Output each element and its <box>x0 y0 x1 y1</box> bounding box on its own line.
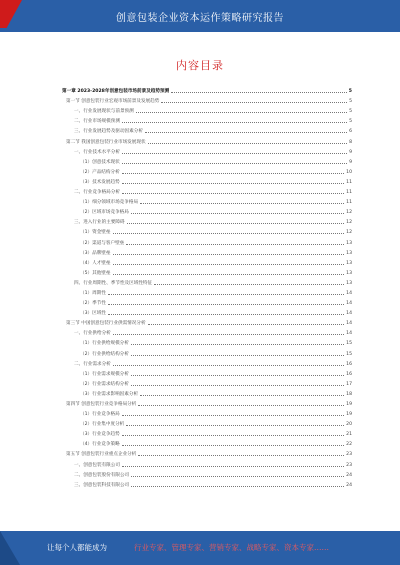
toc-entry[interactable] <box>62 316 352 326</box>
toc-entry-text: 第二节 我国创意包装行业市场发展现状 <box>66 139 146 145</box>
toc-page-number: 12 <box>346 220 352 226</box>
footer-expert-list: 行业专家、管理专家、营销专家、战略专家、资本专家…… <box>134 543 329 552</box>
toc-page-number: 6 <box>349 129 352 135</box>
toc-entry-text: 一、行业发展现状与前景预测 <box>74 109 134 115</box>
toc-page-number: 16 <box>346 371 352 377</box>
toc-leader-dots <box>148 324 345 325</box>
toc-entry[interactable] <box>62 225 352 235</box>
toc-entry[interactable] <box>62 114 352 124</box>
toc-leader-dots <box>131 486 344 487</box>
toc-entry-text: 第四节 创意包装行业竞争格局分析 <box>66 402 137 407</box>
toc-leader-dots <box>131 344 344 345</box>
toc-entry[interactable] <box>62 397 352 407</box>
toc-entry[interactable] <box>62 266 352 276</box>
toc-entry-text: （3）行业需求影响因素分析 <box>80 391 139 397</box>
toc-leader-dots <box>131 355 344 356</box>
toc-entry-text: 第一节 创意包装行业宏观市场前景及发展趋势 <box>66 99 160 105</box>
toc-page-number: 5 <box>349 99 352 105</box>
toc-leader-dots <box>122 122 347 123</box>
toc-leader-dots <box>138 455 344 456</box>
toc-entry-text: 第五节 创意包装行业重点企业分析 <box>66 452 137 458</box>
toc-entry-text: 一、行业供给分析 <box>74 331 111 337</box>
toc-entry[interactable] <box>62 457 352 467</box>
toc-page-number: 10 <box>346 169 352 175</box>
toc-leader-dots <box>122 173 344 174</box>
toc-page-number: 5 <box>348 89 352 95</box>
toc-page-number: 9 <box>349 159 352 165</box>
toc-page-number: 14 <box>346 301 352 307</box>
toc-leader-dots <box>161 102 347 103</box>
toc-entry-text: （5）其他壁垒 <box>80 270 111 276</box>
toc-page-number: 14 <box>346 311 352 317</box>
toc-leader-dots <box>122 183 344 184</box>
report-title: 创意包装企业资本运作策略研究报告 <box>116 13 284 24</box>
toc-entry-text: 二、创意包装股份有限公司 <box>74 472 130 478</box>
toc-leader-dots <box>113 365 344 366</box>
toc-entry[interactable] <box>62 145 352 155</box>
page-header <box>0 0 400 32</box>
page-footer <box>0 531 400 565</box>
toc-entry-text: 二、行业需求分析 <box>74 361 111 367</box>
toc-page-number: 13 <box>346 260 352 266</box>
toc-page-number: 17 <box>346 381 352 387</box>
toc-entry[interactable] <box>62 346 352 356</box>
toc-entry-text: （2）行业集中度分析 <box>80 422 125 428</box>
toc-leader-dots <box>126 425 344 426</box>
toc-entry[interactable] <box>62 205 352 215</box>
toc-entry[interactable] <box>62 387 352 397</box>
toc-entry[interactable] <box>62 417 352 427</box>
toc-entry-text: （1）创意技术现状 <box>80 159 120 165</box>
toc-heading: 内容目录 <box>176 59 224 72</box>
toc-page-number: 24 <box>346 472 352 478</box>
toc-leader-dots <box>131 375 344 376</box>
toc-leader-dots <box>126 244 344 245</box>
toc-entry[interactable] <box>62 468 352 478</box>
toc-page-number: 13 <box>346 270 352 276</box>
toc-entry[interactable] <box>62 246 352 256</box>
toc-page-number: 11 <box>346 190 352 196</box>
toc-page-number: 16 <box>346 361 352 367</box>
footer-slogan: 让每个人都能成为 <box>47 543 107 552</box>
toc-page-number: 12 <box>346 230 352 236</box>
toc-leader-dots <box>108 294 344 295</box>
toc-entry-text: （2）行业需求结构分析 <box>80 381 129 387</box>
toc-entry-text: （2）产品结构分析 <box>80 169 120 175</box>
toc-leader-dots <box>127 223 345 224</box>
toc-entry[interactable] <box>62 134 352 144</box>
toc-entry[interactable] <box>62 286 352 296</box>
toc-entry-text: （4）行业竞争策略 <box>80 442 120 448</box>
toc-leader-dots <box>108 314 344 315</box>
toc-entry[interactable] <box>62 175 352 185</box>
toc-leader-dots <box>108 304 344 305</box>
toc-page-number: 14 <box>346 321 352 327</box>
toc-entry[interactable] <box>62 326 352 336</box>
toc-page-number: 24 <box>346 482 352 488</box>
toc-entry-text: （4）人才壁垒 <box>80 260 111 266</box>
table-of-contents <box>62 84 352 488</box>
toc-entry-text: （2）季节性 <box>80 301 106 307</box>
toc-entry[interactable] <box>62 215 352 225</box>
toc-leader-dots <box>122 163 347 164</box>
toc-entry-text: 一、创意包装有限公司 <box>74 462 120 468</box>
toc-page-number: 15 <box>346 351 352 357</box>
toc-leader-dots <box>113 264 345 265</box>
toc-leader-dots <box>122 435 344 436</box>
toc-entry[interactable] <box>62 104 352 114</box>
toc-page-number: 14 <box>346 331 352 337</box>
toc-leader-dots <box>131 213 344 214</box>
toc-entry-text: （1）周期性 <box>80 290 106 296</box>
toc-leader-dots <box>145 132 347 133</box>
toc-entry-text: （1）行业需求规模分析 <box>80 371 129 377</box>
toc-entry[interactable] <box>62 84 352 94</box>
toc-page-number: 13 <box>346 250 352 256</box>
toc-page-number: 11 <box>346 200 352 206</box>
toc-page-number: 19 <box>346 402 352 407</box>
toc-leader-dots <box>148 143 348 144</box>
toc-leader-dots <box>113 254 345 255</box>
toc-page-number: 13 <box>346 240 352 246</box>
toc-entry-text: （2）行业供给结构分析 <box>80 351 129 357</box>
toc-entry-text: （3）技术发展趋势 <box>80 179 120 185</box>
toc-page-number: 5 <box>349 109 352 115</box>
toc-leader-dots <box>113 233 345 234</box>
footer-corner-shape <box>0 531 20 565</box>
toc-entry-text: （1）细分领域市场竞争格局 <box>80 200 139 206</box>
toc-entry[interactable] <box>62 407 352 417</box>
toc-entry[interactable] <box>62 94 352 104</box>
toc-page-number: 5 <box>349 119 352 125</box>
toc-entry[interactable] <box>62 367 352 377</box>
toc-page-number: 20 <box>346 422 352 428</box>
toc-entry-text: 三、进入行业的主要障碍 <box>74 220 125 226</box>
toc-leader-dots <box>131 385 344 386</box>
toc-entry-text: （1）资金壁垒 <box>80 230 111 236</box>
toc-page-number: 23 <box>346 462 352 468</box>
toc-leader-dots <box>113 334 344 335</box>
toc-entry[interactable] <box>62 276 352 286</box>
toc-leader-dots <box>138 405 344 406</box>
toc-leader-dots <box>122 466 344 467</box>
toc-entry-text: 第一章 2023-2028年创意包装市场前景及趋势预测 <box>62 89 170 95</box>
toc-entry-text: （3）品牌壁垒 <box>80 250 111 256</box>
toc-page-number: 12 <box>346 210 352 216</box>
toc-leader-dots <box>140 395 344 396</box>
toc-leader-dots <box>113 274 345 275</box>
toc-entry[interactable] <box>62 437 352 447</box>
toc-entry[interactable] <box>62 306 352 316</box>
toc-leader-dots <box>136 112 347 113</box>
toc-leader-dots <box>122 193 344 194</box>
toc-leader-dots <box>131 476 344 477</box>
toc-entry[interactable] <box>62 124 352 134</box>
toc-entry[interactable] <box>62 296 352 306</box>
toc-page-number: 13 <box>346 280 352 286</box>
toc-page-number: 15 <box>346 341 352 347</box>
toc-entry[interactable] <box>62 427 352 437</box>
toc-entry-text: 二、行业竞争格局分析 <box>74 190 120 196</box>
toc-page-number: 22 <box>346 442 352 448</box>
toc-leader-dots <box>154 284 344 285</box>
toc-page-number: 21 <box>346 432 352 438</box>
toc-entry[interactable] <box>62 155 352 165</box>
toc-entry-text: 第三节 中国创意包装行业供需情况分析 <box>66 321 146 327</box>
toc-entry[interactable] <box>62 256 352 266</box>
toc-page-number: 18 <box>346 391 352 397</box>
toc-page-number: 14 <box>346 290 352 296</box>
toc-entry-text: （3）行业竞争趋势 <box>80 432 120 438</box>
toc-entry[interactable] <box>62 478 352 488</box>
toc-leader-dots <box>122 153 347 154</box>
toc-entry-text: （2）区域市场竞争格局 <box>80 210 129 216</box>
toc-entry-text: 三、行业发展趋势及驱动因素分析 <box>74 129 143 135</box>
toc-entry[interactable] <box>62 185 352 195</box>
toc-entry[interactable] <box>62 165 352 175</box>
toc-page-number: 19 <box>346 412 352 418</box>
toc-entry[interactable] <box>62 195 352 205</box>
toc-leader-dots <box>140 203 344 204</box>
toc-entry[interactable] <box>62 235 352 245</box>
toc-page-number: 23 <box>346 452 352 458</box>
toc-entry[interactable] <box>62 447 352 457</box>
toc-entry[interactable] <box>62 336 352 346</box>
toc-entry-text: 四、行业周期性、季节性及区域性特征 <box>74 280 153 286</box>
toc-page-number: 8 <box>349 139 352 145</box>
toc-page-number: 11 <box>346 179 352 185</box>
toc-entry-text: 一、行业技术水平分析 <box>74 149 120 155</box>
toc-leader-dots <box>122 445 344 446</box>
toc-entry-text: （3）区域性 <box>80 311 106 317</box>
toc-entry-text: （2）渠道与客户壁垒 <box>80 240 125 246</box>
toc-entry-text: （1）行业供给规模分析 <box>80 341 129 347</box>
toc-page-number: 9 <box>349 149 352 155</box>
toc-entry-text: 三、创意包装科技有限公司 <box>74 482 130 488</box>
toc-entry-text: 二、行业市场规模预测 <box>74 119 120 125</box>
toc-entry-text: （1）行业竞争格局 <box>80 412 120 418</box>
toc-leader-dots <box>171 92 347 93</box>
toc-entry[interactable] <box>62 377 352 387</box>
toc-entry[interactable] <box>62 357 352 367</box>
toc-leader-dots <box>122 415 344 416</box>
